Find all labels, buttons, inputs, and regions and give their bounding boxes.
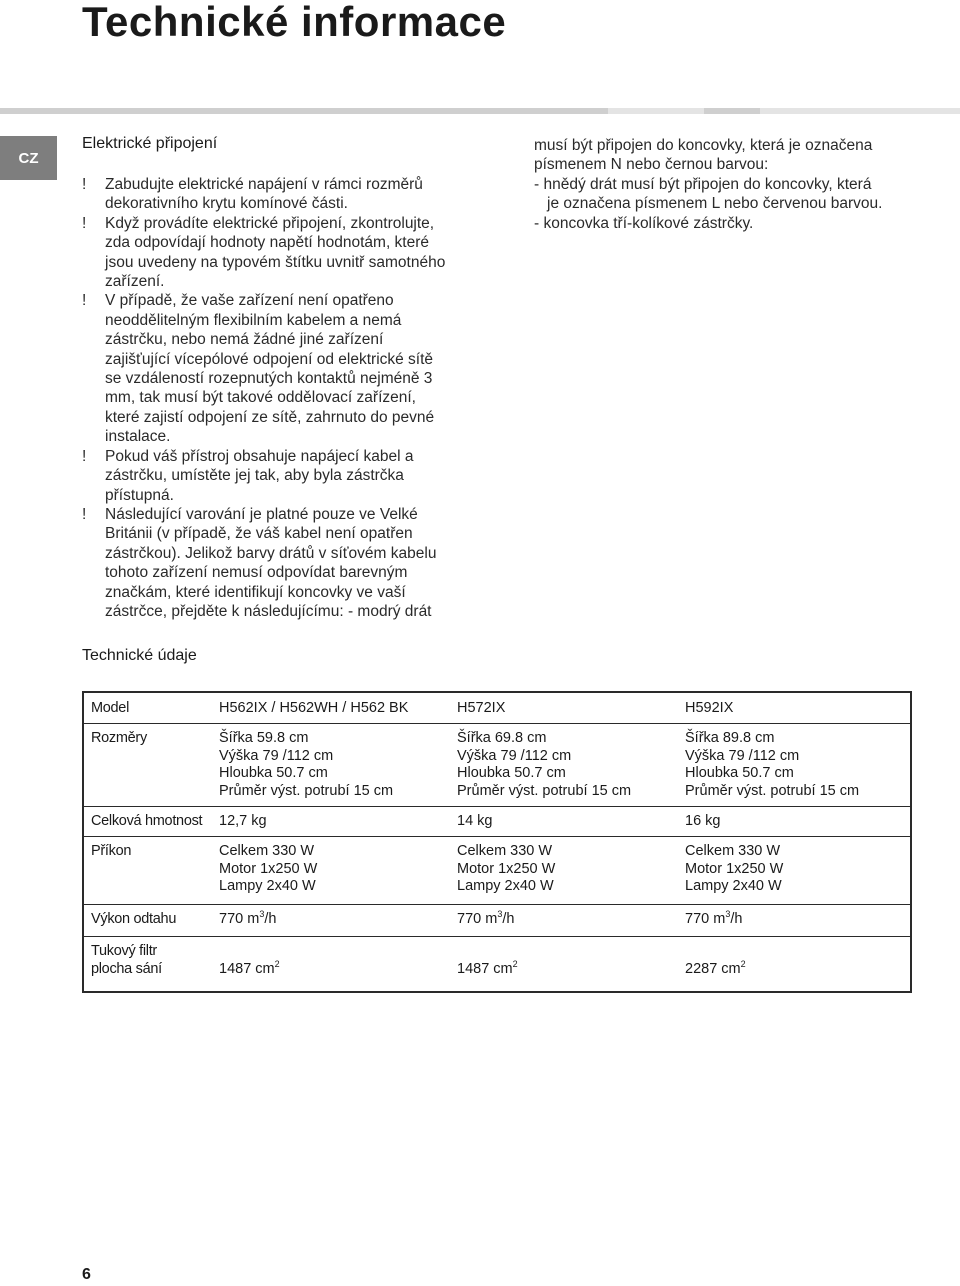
- cell-line: Celkem 330 W: [219, 843, 315, 859]
- bullet-line: které zajistí odpojení ze sítě, zahrnuto do pevné: [105, 408, 435, 426]
- row-label: [91, 943, 217, 978]
- table-row: [84, 806, 910, 837]
- unit-label: cm: [255, 960, 275, 977]
- unit-exponent: 2: [740, 958, 746, 969]
- bullet-mark: !: [82, 505, 87, 523]
- cell-line: [685, 911, 905, 929]
- bullet-line: se vzdáleností rozepnutých kontaktů nejméně 3: [105, 370, 433, 388]
- cell-line: Šířka 89.8 cm: [685, 730, 775, 746]
- bullet-line: Pokud váš přístroj obsahuje napájecí kabel a: [105, 447, 414, 465]
- unit-label: cm: [721, 960, 741, 977]
- bullet-mark: !: [82, 214, 87, 232]
- table-cell: [219, 911, 454, 929]
- cell-line: Hloubka 50.7 cm: [685, 765, 794, 782]
- unit-tail: /h: [730, 911, 743, 927]
- table-row: [84, 936, 910, 991]
- table-cell: [685, 730, 905, 800]
- row-label-line: Rozměry: [91, 730, 147, 746]
- cell-line: H562IX / H562WH / H562 BK: [219, 700, 409, 716]
- unit-label: m: [485, 911, 498, 927]
- cell-value: 770: [685, 911, 710, 927]
- header-rule: [608, 108, 704, 114]
- bullet-line: Následující varování je platné pouze ve Velké: [105, 505, 418, 523]
- unit-exponent: 2: [512, 958, 518, 969]
- bullet-item: [82, 505, 480, 621]
- unit-tail: /h: [502, 911, 515, 927]
- cell-line: [457, 958, 682, 979]
- row-label-line: Výkon odtahu: [91, 911, 177, 927]
- cell-line: [685, 958, 905, 979]
- text-line: písmenem N nebo černou barvou:: [534, 156, 769, 174]
- bullet-line: zda odpovídají hodnoty napětí hodnotám, které: [105, 234, 430, 252]
- cell-line: Celkem 330 W: [685, 843, 781, 859]
- table-cell: [457, 943, 682, 978]
- cell-line: Průměr výst. potrubí 15 cm: [219, 782, 394, 799]
- header-rule: [0, 108, 608, 114]
- header-rule: [760, 108, 960, 114]
- cell-value: 770: [219, 911, 244, 927]
- bullet-line: zařízení.: [105, 273, 165, 291]
- row-label: [91, 843, 217, 861]
- table-row: [84, 723, 910, 807]
- cell-line: Lampy 2x40 W: [457, 878, 554, 895]
- table-cell: [457, 700, 682, 718]
- page-title: Technické informace: [82, 0, 507, 45]
- cell-value: 770: [457, 911, 482, 927]
- section-heading-technical: Technické údaje: [82, 647, 197, 664]
- bullet-line: neoddělitelným flexibilním kabelem a nemá: [105, 311, 402, 329]
- cell-line: H592IX: [685, 700, 734, 716]
- cell-line: Hloubka 50.7 cm: [219, 765, 328, 782]
- bullet-line: tohoto zařízení nemusí odpovídat barevným: [105, 564, 408, 582]
- cell-line: Průměr výst. potrubí 15 cm: [685, 782, 860, 799]
- bullet-item: [82, 214, 480, 292]
- bullet-item: [82, 291, 480, 446]
- table-cell: [457, 813, 682, 831]
- language-tab: CZ: [0, 136, 57, 180]
- cell-line: Šířka 69.8 cm: [457, 730, 547, 746]
- table-row: [84, 693, 910, 724]
- cell-line: Výška 79 /112 cm: [685, 747, 800, 764]
- cell-line: [219, 958, 454, 979]
- unit-exponent: 2: [274, 958, 280, 969]
- cell-spacer: [219, 943, 454, 961]
- table-cell: [685, 911, 905, 929]
- bullet-line: V případě, že vaše zařízení není opatřeno: [105, 292, 394, 310]
- unit-label: m: [247, 911, 260, 927]
- bullet-line: Británii (v případě, že váš kabel není opatřen: [105, 525, 413, 543]
- table-cell: [685, 813, 905, 831]
- cell-line: Motor 1x250 W: [685, 860, 784, 877]
- table-cell: [457, 730, 682, 800]
- table-cell: [219, 730, 454, 800]
- row-label: [91, 911, 217, 929]
- table-row: [84, 836, 910, 905]
- cell-line: Celkem 330 W: [457, 843, 553, 859]
- table-cell: [457, 843, 682, 896]
- bullet-line: zástrčkou). Jelikož barvy drátů v síťovém kabelu: [105, 544, 437, 562]
- bullet-line: jsou uvedeny na typovém štítku uvnitř samotného: [105, 253, 446, 271]
- row-label-line: plocha sání: [91, 960, 162, 977]
- bullet-line: Zabudujte elektrické napájení v rámci rozměrů: [105, 176, 423, 193]
- table-cell: [219, 813, 454, 831]
- unit-label: m: [713, 911, 726, 927]
- unit-label: cm: [493, 960, 513, 977]
- cell-line: [457, 911, 682, 929]
- bullet-line: dekorativního krytu komínové části.: [105, 195, 348, 213]
- bullet-line: zástrčce, přejděte k následujícímu: - modrý drát: [105, 602, 432, 620]
- bullet-mark: !: [82, 176, 87, 193]
- row-label: [91, 813, 217, 831]
- bullet-item: [82, 175, 480, 214]
- row-label: [91, 730, 217, 748]
- cell-value: 2287: [685, 960, 718, 977]
- row-label-line: Celková hmotnost: [91, 813, 203, 829]
- bullet-line: instalace.: [105, 428, 171, 446]
- table-cell: [219, 943, 454, 978]
- cell-line: H572IX: [457, 700, 506, 716]
- bullet-line: přístupná.: [105, 486, 174, 504]
- cell-value: 1487: [457, 960, 490, 977]
- text-line: musí být připojen do koncovky, která je označena: [534, 137, 873, 154]
- unit-exponent: 3: [259, 909, 265, 920]
- cell-line: Hloubka 50.7 cm: [457, 765, 566, 782]
- cell-spacer: [685, 943, 905, 961]
- bullet-line: zástrčku, umístěte jej tak, aby byla zástrčka: [105, 467, 404, 485]
- cell-line: Průměr výst. potrubí 15 cm: [457, 782, 632, 799]
- table-row: [84, 904, 910, 937]
- cell-spacer: [457, 943, 682, 961]
- section-heading-electrical: Elektrické připojení: [82, 135, 218, 152]
- cell-value: 1487: [219, 960, 252, 977]
- unit-exponent: 3: [497, 909, 503, 920]
- cell-line: 12,7 kg: [219, 813, 267, 829]
- cell-line: Lampy 2x40 W: [685, 878, 782, 895]
- bullet-line: zástrčku, nebo nemá žádné jiné zařízení: [105, 331, 384, 349]
- table-cell: [685, 943, 905, 978]
- table-cell: [219, 843, 454, 896]
- bullet-item: [82, 447, 480, 505]
- text-line: - koncovka tří-kolíkové zástrčky.: [534, 214, 754, 232]
- bullet-mark: !: [82, 292, 87, 310]
- text-line: je označena písmenem L nebo červenou barvou.: [547, 195, 883, 213]
- bullet-line: Když provádíte elektrické připojení, zkontrolujte,: [105, 214, 435, 232]
- cell-line: Šířka 59.8 cm: [219, 730, 309, 746]
- cell-line: Motor 1x250 W: [219, 860, 318, 877]
- cell-line: 16 kg: [685, 813, 721, 829]
- cell-line: Motor 1x250 W: [457, 860, 556, 877]
- cell-line: [219, 911, 454, 929]
- text-line: - hnědý drát musí být připojen do koncovky, která: [534, 175, 872, 193]
- row-label-line: Příkon: [91, 843, 132, 859]
- electrical-continued-text: [534, 136, 924, 233]
- bullet-line: zajišťující vícepólové odpojení od elektrické sítě: [105, 350, 434, 368]
- bullet-line: mm, tak musí být takové oddělovací zařízení,: [105, 389, 416, 407]
- table-cell: [457, 911, 682, 929]
- row-label-line: Tukový filtr: [91, 943, 157, 959]
- row-label: [91, 700, 217, 718]
- cell-line: Výška 79 /112 cm: [219, 747, 334, 764]
- cell-line: Výška 79 /112 cm: [457, 747, 572, 764]
- unit-tail: /h: [264, 911, 277, 927]
- spec-table: [82, 691, 912, 993]
- page-number: 6: [82, 1266, 91, 1283]
- unit-exponent: 3: [725, 909, 731, 920]
- bullet-mark: !: [82, 447, 87, 465]
- table-cell: [685, 843, 905, 896]
- bullet-line: značkám, které identifikují koncovky ve vaší: [105, 583, 406, 601]
- cell-line: 14 kg: [457, 813, 493, 829]
- cell-line: Lampy 2x40 W: [219, 878, 316, 895]
- header-rule: [704, 108, 760, 114]
- row-label-line: Model: [91, 700, 129, 716]
- electrical-bullet-list: [82, 175, 480, 621]
- table-cell: [219, 700, 454, 718]
- table-cell: [685, 700, 905, 718]
